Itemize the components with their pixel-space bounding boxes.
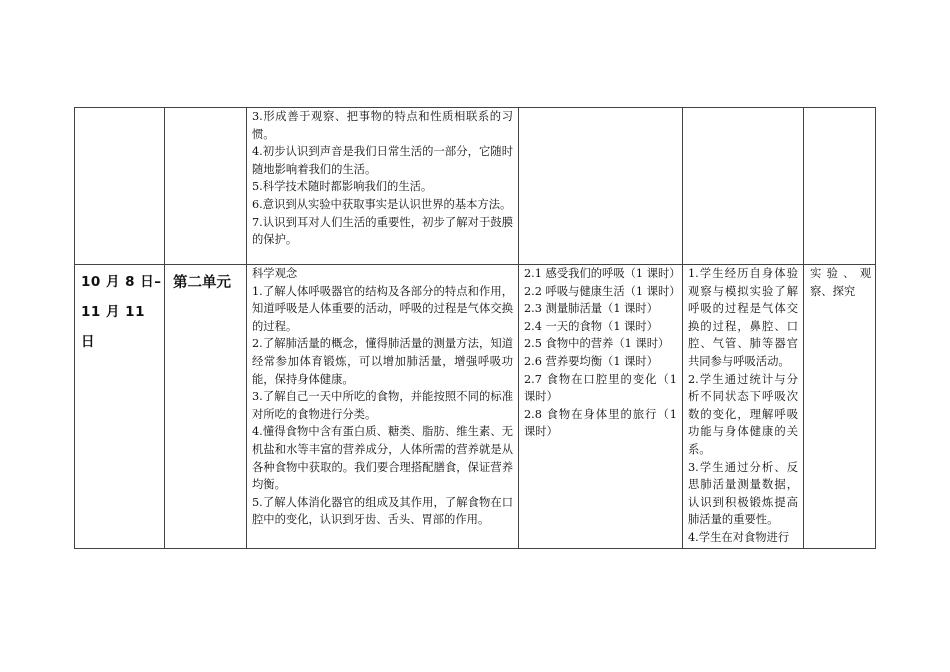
goal-item: 6.意识到从实验中获取事实是认识世界的基本方法。 [252,197,512,211]
goal-item: 4.初步认识到声音是我们日常生活的一部分，它随时随地影响着我们的生活。 [252,145,513,176]
goal-item: 5.了解人体消化器官的组成及其作用，了解食物在口腔中的变化，认识到牙齿、舌头、胃部的作用。 [252,495,513,527]
goal-item: 4.懂得食物中含有蛋白质、糖类、脂肪、维生素、无机盐和水等丰富的营养成分，人体所需的营养就是从各种食物中获取的。我们要合理搭配膳食，保证营养均衡。 [252,425,513,492]
table-row [75,108,876,265]
unit-cell [165,108,247,265]
goals-cell [247,108,519,265]
lesson-item: 2.6 营养要均衡（1 课时） [524,354,659,368]
lesson-item: 2.4 一天的食物（1 课时） [524,319,659,333]
goal-item: 3.了解自己一天中所吃的食物，并能按照不同的标准对所吃的食物进行分类。 [252,390,513,421]
date-cell [75,108,165,265]
date-end: 11 月 11 日 [81,304,145,350]
lessons-cell [519,108,683,265]
date-cell [75,265,165,549]
unit-cell [165,265,247,549]
activity-item: 1.学生经历自身体验观察与模拟实验了解呼吸的过程是气体交换的过程，鼻腔、口腔、气管、肺等器官共同参与呼吸活动。 [688,267,798,368]
methods-cell [804,265,876,549]
date-start: 10 月 8 日– [81,274,162,290]
activities-cell [683,265,804,549]
lesson-item: 2.1 感受我们的呼吸（1 课时） [524,267,681,280]
teaching-plan-table [74,107,876,549]
goals-heading: 科学观念 [252,267,298,280]
lessons-cell [519,265,683,549]
unit-title: 第二单元 [173,275,231,291]
goal-item: 1.了解人体呼吸器官的结构及各部分的特点和作用，知道呼吸是人体重要的活动，呼吸的过程是气体交换的过程。 [252,284,513,333]
lesson-item: 2.8 食物在身体里的旅行（1 课时） [524,407,677,439]
activity-item: 3.学生通过分析、反思肺活量测量数据，认识到积极锻炼提高肺活量的重要性。 [688,460,798,527]
goal-item: 2.了解肺活量的概念，懂得肺活量的测量方法，知道经常参加体育锻炼，可以增加肺活量，增强呼吸功能，保持身体健康。 [252,337,513,386]
goal-item: 3.形成善于观察、把事物的特点和性质相联系的习惯。 [252,110,513,141]
lesson-item: 2.7 食物在口腔里的变化（1 课时） [524,372,677,404]
lesson-item: 2.5 食物中的营养（1 课时） [524,337,670,351]
goal-item: 7.认识到耳对人们生活的重要性，初步了解对于鼓膜的保护。 [252,215,513,247]
activities-cell [683,108,804,265]
methods-text: 实验、观察、探究 [810,267,871,298]
activity-item: 4.学生在对食物进行 [688,530,790,544]
table-row [75,265,876,549]
goal-item: 5.科学技术随时都影响我们的生活。 [252,180,433,194]
lesson-item: 2.2 呼吸与健康生活（1 课时） [524,284,681,298]
activity-item: 2.学生通过统计与分析不同状态下呼吸次数的变化，理解呼吸功能与身体健康的关系。 [688,372,798,456]
lesson-item: 2.3 测量肺活量（1 课时） [524,302,659,316]
goals-cell [247,265,519,549]
methods-cell [804,108,876,265]
